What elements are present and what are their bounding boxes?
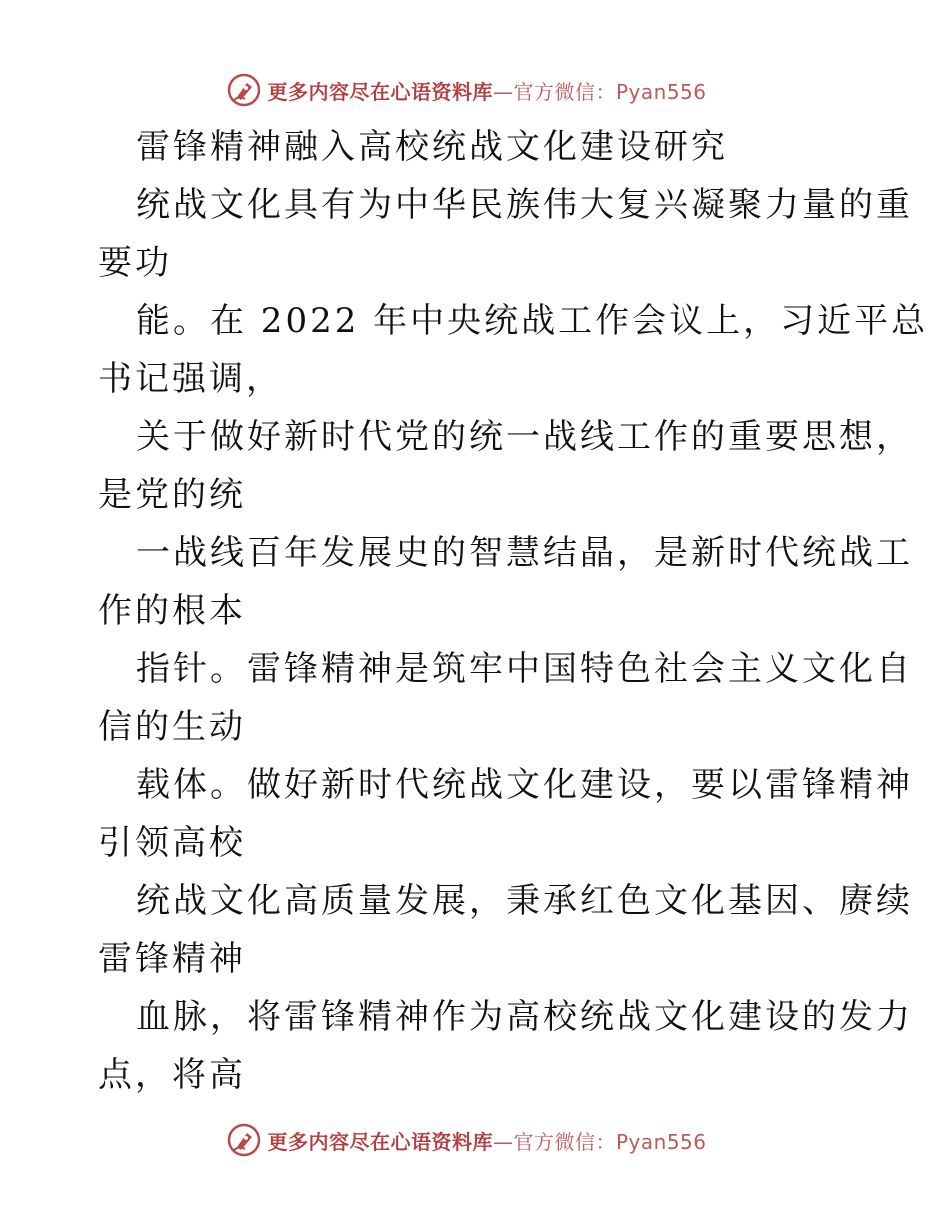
header-banner-inner xyxy=(227,73,706,107)
paragraph-line: 是党的统 xyxy=(98,475,246,515)
paragraph-line: 血脉，将雷锋精神作为高校统战文化建设的发力 xyxy=(136,997,913,1037)
paragraph-line: 载体。做好新时代统战文化建设，要以雷锋精神 xyxy=(136,765,913,805)
paragraph-line: 信的生动 xyxy=(98,707,246,747)
paragraph-line: 雷锋精神 xyxy=(98,939,246,979)
paragraph-line: 指针。雷锋精神是筑牢中国特色社会主义文化自 xyxy=(136,649,913,689)
footer-banner-wechat-id: Pyan556 xyxy=(615,1129,707,1154)
footer-banner-text xyxy=(267,1126,706,1155)
paragraph-line: 统战文化具有为中华民族伟大复兴凝聚力量的重 xyxy=(136,185,913,225)
footer-banner-inner xyxy=(227,1123,706,1157)
header-banner-main-text: 更多内容尽在心语资料库 xyxy=(267,79,493,104)
document-body xyxy=(98,118,929,1104)
paragraph-line: 书记强调， xyxy=(98,359,283,399)
header-banner-wechat-id: Pyan556 xyxy=(615,79,707,104)
footer-banner xyxy=(0,1118,950,1162)
header-banner-dash: — xyxy=(492,79,514,104)
document-title: 雷锋精神融入高校统战文化建设研究 xyxy=(136,127,728,167)
header-banner-text xyxy=(267,76,706,105)
footer-banner-main-text: 更多内容尽在心语资料库 xyxy=(267,1129,493,1154)
pen-nib-logo-icon xyxy=(227,73,261,107)
header-banner xyxy=(0,68,950,112)
paragraph-line: 一战线百年发展史的智慧结晶，是新时代统战工 xyxy=(136,533,913,573)
paragraph-line: 点，将高 xyxy=(98,1055,246,1095)
paragraph-line: 统战文化高质量发展，秉承红色文化基因、赓续 xyxy=(136,881,913,921)
header-banner-wechat-label: 官方微信： xyxy=(513,79,616,104)
paragraph-line: 引领高校 xyxy=(98,823,246,863)
footer-banner-dash: — xyxy=(492,1129,514,1154)
paragraph-line: 要功 xyxy=(98,243,172,283)
paragraph-line: 关于做好新时代党的统一战线工作的重要思想， xyxy=(136,417,913,457)
pen-nib-logo-icon xyxy=(227,1123,261,1157)
footer-banner-wechat-label: 官方微信： xyxy=(513,1129,616,1154)
paragraph-line: 作的根本 xyxy=(98,591,246,631)
paragraph-line: 能。在 2022 年中央统战工作会议上，习近平总 xyxy=(136,301,929,341)
